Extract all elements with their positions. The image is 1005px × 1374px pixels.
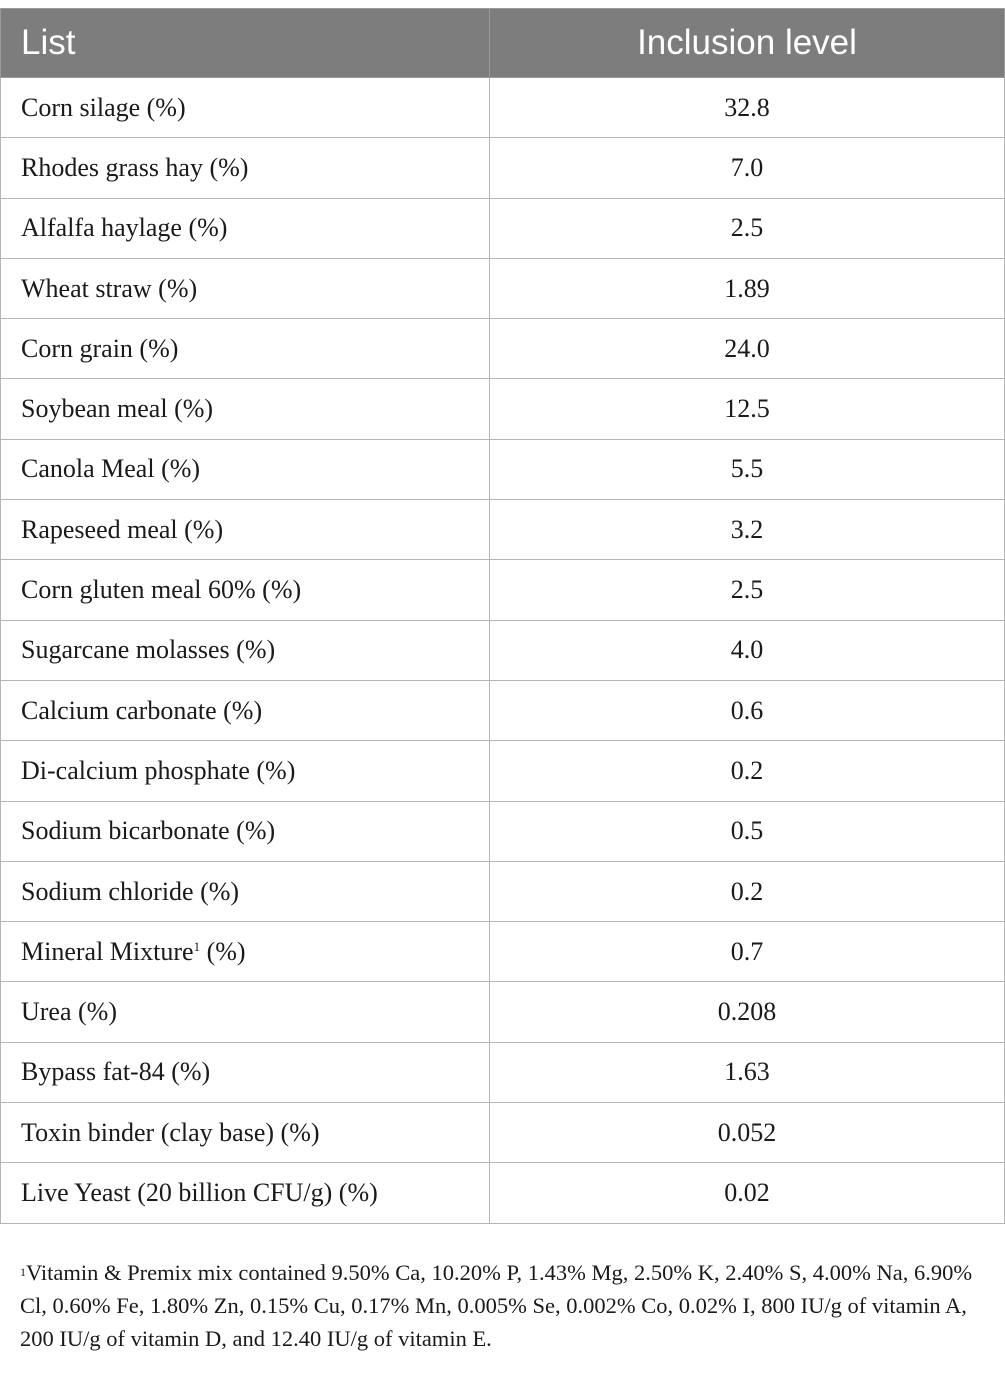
table-row bbox=[1, 1042, 1005, 1102]
ingredient-name-cell bbox=[1, 741, 490, 801]
inclusion-level-cell: 0.208 bbox=[490, 982, 1005, 1042]
footnote-marker: 1 bbox=[20, 1265, 26, 1279]
header-row bbox=[1, 9, 1005, 78]
table-footnote bbox=[20, 1256, 995, 1355]
ingredient-name: Live Yeast (20 billion CFU/g) (%) bbox=[21, 1177, 378, 1207]
ingredient-name-cell bbox=[1, 198, 490, 258]
table-row bbox=[1, 1103, 1005, 1163]
ingredient-name-cell bbox=[1, 319, 490, 379]
ingredient-name: Wheat straw (%) bbox=[21, 273, 198, 303]
ingredient-name: Canola Meal (%) bbox=[21, 454, 201, 484]
table-row bbox=[1, 922, 1005, 982]
ingredient-name: Urea (%) bbox=[21, 997, 117, 1027]
inclusion-level-cell: 0.7 bbox=[490, 922, 1005, 982]
inclusion-level-cell: 32.8 bbox=[490, 78, 1005, 138]
inclusion-level-cell: 2.5 bbox=[490, 198, 1005, 258]
table-row bbox=[1, 620, 1005, 680]
inclusion-level-cell: 12.5 bbox=[490, 379, 1005, 439]
ingredient-name-cell bbox=[1, 78, 490, 138]
table-row bbox=[1, 741, 1005, 801]
table-row bbox=[1, 801, 1005, 861]
table-row bbox=[1, 982, 1005, 1042]
ingredient-name: Mineral Mixture bbox=[21, 936, 194, 966]
ingredient-name-cell bbox=[1, 379, 490, 439]
ingredient-name-cell bbox=[1, 680, 490, 740]
ingredient-name: Calcium carbonate (%) bbox=[21, 695, 263, 725]
inclusion-level-cell: 7.0 bbox=[490, 138, 1005, 198]
inclusion-level-cell: 0.5 bbox=[490, 801, 1005, 861]
table-row bbox=[1, 198, 1005, 258]
inclusion-level-cell: 1.63 bbox=[490, 1042, 1005, 1102]
table-row bbox=[1, 861, 1005, 921]
ingredient-name: Sodium chloride (%) bbox=[21, 876, 240, 906]
ingredient-name-cell bbox=[1, 560, 490, 620]
ingredient-name-cell bbox=[1, 1103, 490, 1163]
ingredient-name: Sodium bicarbonate (%) bbox=[21, 816, 276, 846]
inclusion-level-cell: 24.0 bbox=[490, 319, 1005, 379]
table-header bbox=[1, 9, 1005, 78]
ingredient-name: Toxin binder (clay base) (%) bbox=[21, 1117, 320, 1147]
table-row bbox=[1, 138, 1005, 198]
ingredient-unit-suffix: (%) bbox=[200, 936, 246, 966]
inclusion-level-cell: 0.6 bbox=[490, 680, 1005, 740]
inclusion-level-cell: 0.052 bbox=[490, 1103, 1005, 1163]
table-row bbox=[1, 319, 1005, 379]
table-row bbox=[1, 680, 1005, 740]
footnote-reference-marker: 1 bbox=[193, 938, 201, 954]
ingredient-name-cell bbox=[1, 620, 490, 680]
table-row bbox=[1, 560, 1005, 620]
ingredient-name: Bypass fat-84 (%) bbox=[21, 1057, 211, 1087]
ingredient-name-cell bbox=[1, 439, 490, 499]
ingredient-name: Sugarcane molasses (%) bbox=[21, 635, 276, 665]
inclusion-level-cell: 0.2 bbox=[490, 741, 1005, 801]
footnote-text: Vitamin & Premix mix contained 9.50% Ca, 10.20% P, 1.43% Mg, 2.50% K, 2.40% S, 4.00% Na, 6.90% Cl, 0.60% Fe, 1.80% Zn, 0.15% Cu, 0.17% Mn, 0.005% Se, 0.002% Co, 0.02% I, 800 IU/g of vitamin A, 200 IU/g of vitamin D, and 12.40 IU/g of vitamin E. bbox=[20, 1260, 973, 1351]
inclusion-level-cell: 5.5 bbox=[490, 439, 1005, 499]
table-row bbox=[1, 258, 1005, 318]
inclusion-level-cell: 1.89 bbox=[490, 258, 1005, 318]
ingredient-name-cell bbox=[1, 258, 490, 318]
ingredient-name-cell bbox=[1, 138, 490, 198]
table-row bbox=[1, 78, 1005, 138]
ingredient-name-cell bbox=[1, 1042, 490, 1102]
ingredient-name-cell bbox=[1, 861, 490, 921]
inclusion-level-cell: 3.2 bbox=[490, 500, 1005, 560]
column-header-inclusion-level: Inclusion level bbox=[490, 9, 1005, 78]
ingredient-name: Alfalfa haylage (%) bbox=[21, 213, 228, 243]
table-row bbox=[1, 500, 1005, 560]
column-header-list: List bbox=[1, 9, 490, 78]
ingredient-name: Corn grain (%) bbox=[21, 333, 179, 363]
ingredient-name: Rapeseed meal (%) bbox=[21, 514, 224, 544]
diet-composition-table-container bbox=[0, 8, 1004, 1224]
ingredient-name-cell bbox=[1, 500, 490, 560]
inclusion-level-cell: 0.2 bbox=[490, 861, 1005, 921]
table-row bbox=[1, 1163, 1005, 1223]
ingredient-name-cell bbox=[1, 1163, 490, 1223]
table-body bbox=[1, 78, 1005, 1224]
ingredient-name: Di-calcium phosphate (%) bbox=[21, 755, 296, 785]
inclusion-level-cell: 0.02 bbox=[490, 1163, 1005, 1223]
inclusion-level-cell: 2.5 bbox=[490, 560, 1005, 620]
ingredient-name-cell bbox=[1, 801, 490, 861]
ingredient-name: Rhodes grass hay (%) bbox=[21, 152, 249, 182]
ingredient-name: Soybean meal (%) bbox=[21, 394, 214, 424]
ingredient-name-cell bbox=[1, 982, 490, 1042]
table-row bbox=[1, 379, 1005, 439]
inclusion-level-cell: 4.0 bbox=[490, 620, 1005, 680]
ingredient-name-cell bbox=[1, 922, 490, 982]
ingredient-name: Corn gluten meal 60% (%) bbox=[21, 575, 302, 605]
ingredient-name: Corn silage (%) bbox=[21, 92, 186, 122]
diet-composition-table bbox=[0, 8, 1005, 1224]
table-row bbox=[1, 439, 1005, 499]
